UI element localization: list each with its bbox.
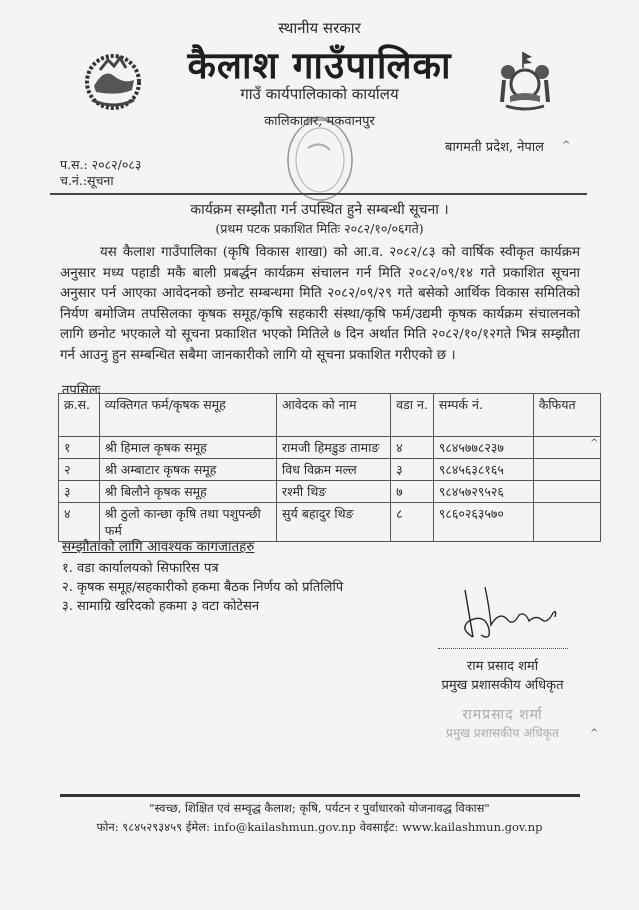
- cell-serial: २: [59, 459, 100, 481]
- table-row: [59, 503, 601, 542]
- column-header-applicant: आवेदक को नाम: [277, 394, 391, 437]
- document-item: २. कृषक समूह/सहकारीको हकमा बैठक निर्णय को प्रतिलिपि: [62, 580, 344, 595]
- signature-icon: [455, 585, 570, 645]
- cell-contact: ९८४५७७८२३७: [433, 437, 533, 459]
- cell-farm-group: श्री अम्बाटार कृषक समूह: [99, 459, 276, 481]
- table-row: [59, 459, 601, 481]
- footer-slogan: "स्वच्छ, शिक्षित एवं सम्वृद्ध कैलाश; कृषि, पर्यटन र पुर्वाधारको योजनावद्ध विकास": [149, 801, 490, 815]
- dispatch-number: च.नं.:सूचना: [60, 173, 114, 188]
- cell-ward: ७: [391, 481, 434, 503]
- column-header-remarks: कैफियत: [533, 394, 600, 437]
- name-stamp: रामप्रसाद शर्मा: [462, 707, 543, 723]
- province-label: बागमती प्रदेश, नेपाल: [445, 140, 544, 155]
- margin-mark: ^: [562, 140, 571, 151]
- municipality-title: कैलाश गाउँपालिका: [187, 43, 452, 87]
- municipality-emblem-icon: [490, 46, 560, 116]
- table-label: तपसिलः: [62, 383, 101, 398]
- government-level-label: स्थानीय सरकार: [278, 19, 361, 37]
- cell-farm-group: श्री हिमाल कृषक समूह: [99, 437, 276, 459]
- cell-applicant: रामजी हिमडुङ तामाङ: [277, 437, 391, 459]
- cell-applicant: रश्मी थिङ: [277, 481, 391, 503]
- cell-ward: ८: [391, 503, 434, 542]
- cell-applicant: विध विक्रम मल्ल: [277, 459, 391, 481]
- signatory-name: राम प्रसाद शर्मा: [466, 659, 539, 674]
- cell-serial: ४: [59, 503, 100, 542]
- cell-serial: ३: [59, 481, 100, 503]
- column-header-ward: वडा न.: [391, 394, 434, 437]
- notice-body: यस कैलाश गाउँपालिका (कृषि विकास शाखा) को आ.व. २०८२/८३ को वार्षिक स्वीकृत कार्यक्रम अनुसार मध्य पहाडी मकै बाली प्रबर्द्धन कार्यक्रम संचालन गर्न मिति २०८२/०९/१४ गते प्रकाशित सूचना अनुसार पर्न आएका आवेदनको छनोट सम्बन्धमा मिति २०८२/०९/२९ गते बसेको आर्थिक विकास समितिको निर्यण बमोजिम तपसिलका कृषक समूह/कृषि सहकारी संस्था/कृषि फर्म/उद्यमी कृषक कार्यक्रम संचालनको लागि छनोट भएकाले यो सूचना प्रकाशित भएको मितिले ७ दिन अर्थात मिति २०८२/१०/१२गते भित्र सम्झौता गर्न आउनु हुन सम्बन्धित सबैमा जानकारीको लागि यो सूचना प्रकाशित गरीएको छ ।: [60, 245, 580, 363]
- column-header-farm-group: व्यक्तिगत फर्म/कृषक समूह: [99, 394, 276, 437]
- table-row: [59, 437, 601, 459]
- designation-stamp: प्रमुख प्रशासकीय अधिकृत: [446, 726, 559, 740]
- cell-serial: १: [59, 437, 100, 459]
- signature-line: [438, 648, 568, 649]
- selected-groups-table: [58, 393, 601, 542]
- table-header-row: [59, 394, 601, 437]
- cell-contact: ९८४५६३८१६५: [433, 459, 533, 481]
- office-address: कालिकाटार, मकवानपुर: [264, 114, 375, 129]
- cell-remarks: [533, 503, 600, 542]
- cell-remarks: [533, 481, 600, 503]
- margin-mark: ^: [590, 728, 599, 739]
- footer-divider: [60, 794, 580, 797]
- cell-contact: ९८४५७२९५२६: [433, 481, 533, 503]
- cell-contact: ९८६०२६३५७०: [433, 503, 533, 542]
- cell-farm-group: श्री ठुलो कान्छा कृषि तथा पशुपन्छी फर्म: [99, 503, 276, 542]
- cell-ward: ४: [391, 437, 434, 459]
- cell-ward: ३: [391, 459, 434, 481]
- notice-subject: कार्यक्रम सम्झौता गर्न उपस्थित हुने सम्बन्धी सूचना ।: [190, 202, 449, 218]
- column-header-contact: सम्पर्क नं.: [433, 394, 533, 437]
- footer-contact: फोन: ९८४५२९३४५९ ईमेल: info@kailashmun.gov.np वेवसाईट: www.kailashmun.gov.np: [96, 820, 543, 834]
- margin-mark: ^: [590, 438, 599, 449]
- document-item: ३. सामाग्रि खरिदको हकमा ३ वटा कोटेसन: [62, 599, 260, 614]
- reference-number: प.स.: २०८२/०८३: [60, 157, 142, 172]
- table-row: [59, 481, 601, 503]
- column-header-serial: क्र.स.: [59, 394, 100, 437]
- cell-applicant: सुर्य बहादुर थिङ: [277, 503, 391, 542]
- first-published-date: (प्रथम पटक प्रकाशित मितिः २०८२/१०/०६गते): [215, 221, 424, 236]
- header-divider: [50, 193, 587, 195]
- signatory-designation: प्रमुख प्रशासकीय अधिकृत: [441, 678, 564, 693]
- cell-remarks: [533, 459, 600, 481]
- document-item: १. वडा कार्यालयको सिफारिस पत्र: [62, 561, 219, 576]
- cell-farm-group: श्री बिलौने कृषक समूह: [99, 481, 276, 503]
- office-name: गाउँ कार्यपालिकाको कार्यालय: [240, 85, 399, 103]
- required-documents-title: सम्झौताको लागि आवश्यक कागजातहरु: [62, 539, 255, 555]
